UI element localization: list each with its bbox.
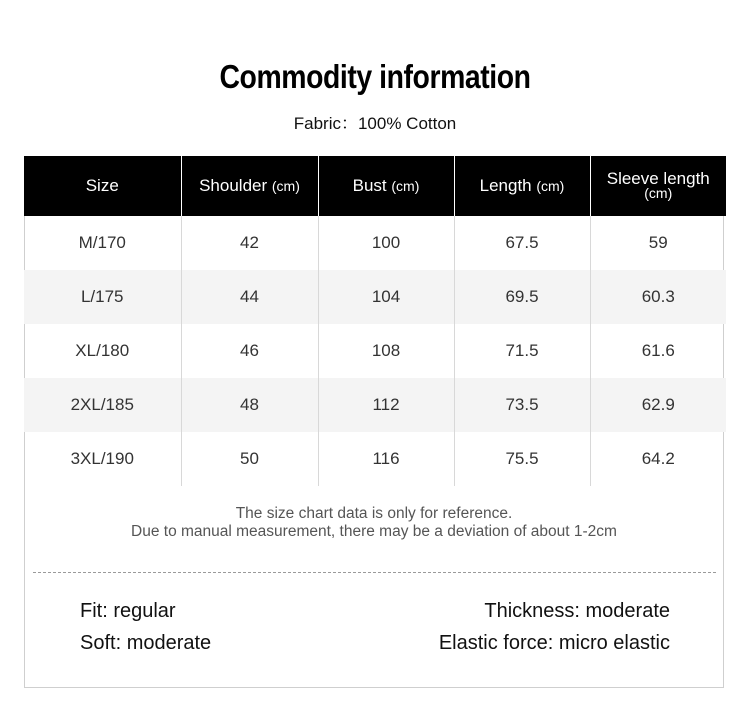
cell-bust: 104 — [318, 270, 454, 324]
header-label: Shoulder — [199, 176, 268, 195]
header-shoulder — [181, 156, 318, 216]
elasticity-property: Elastic force: micro elastic — [438, 632, 670, 654]
size-table — [24, 156, 726, 486]
header-label: Sleeve length — [606, 169, 710, 188]
thickness-property: Thickness: moderate — [484, 600, 670, 622]
header-bust — [318, 156, 454, 216]
cell-sleeve-length: 64.2 — [590, 432, 726, 486]
header-unit: (cm) — [391, 178, 420, 194]
note-line: Due to manual measurement, there may be a deviation of about 1-2cm — [131, 523, 617, 540]
page-title: Commodity information — [219, 58, 531, 95]
header-unit: (cm) — [271, 178, 300, 194]
table-row — [24, 378, 726, 432]
cell-shoulder: 46 — [181, 324, 318, 378]
header-length — [454, 156, 590, 216]
table-row — [24, 216, 726, 270]
cell-length: 75.5 — [454, 432, 590, 486]
header-size — [24, 156, 181, 216]
cell-sleeve-length: 61.6 — [590, 324, 726, 378]
cell-bust: 112 — [318, 378, 454, 432]
header-unit: (cm) — [536, 178, 565, 194]
table-header-row — [24, 156, 726, 216]
cell-shoulder: 42 — [181, 216, 318, 270]
cell-size: 2XL/185 — [24, 378, 181, 432]
cell-bust: 108 — [318, 324, 454, 378]
cell-bust: 100 — [318, 216, 454, 270]
cell-shoulder: 44 — [181, 270, 318, 324]
cell-sleeve-length: 62.9 — [590, 378, 726, 432]
cell-shoulder: 48 — [181, 378, 318, 432]
cell-size: 3XL/190 — [70, 449, 134, 468]
fabric-info: Fabric：100% Cotton — [293, 114, 457, 133]
cell-sleeve-length: 59 — [590, 216, 726, 270]
cell-size: M/170 — [78, 233, 126, 252]
cell-size: XL/180 — [75, 341, 130, 360]
table-row — [24, 270, 726, 324]
cell-length: 73.5 — [454, 378, 590, 432]
fit-property: Fit: regular — [80, 600, 176, 622]
header-label: Bust — [352, 176, 387, 195]
dotted-divider — [33, 572, 716, 573]
cell-shoulder: 50 — [181, 432, 318, 486]
cell-bust: 116 — [318, 432, 454, 486]
header-sleeve-length — [590, 156, 726, 216]
cell-length: 69.5 — [454, 270, 590, 324]
reference-note — [24, 505, 724, 541]
softness-property: Soft: moderate — [80, 632, 212, 654]
table-row — [24, 324, 726, 378]
cell-size: L/175 — [24, 270, 181, 324]
cell-length: 67.5 — [454, 216, 590, 270]
cell-length: 71.5 — [454, 324, 590, 378]
table-row — [24, 432, 726, 486]
header-label: Size — [85, 176, 119, 195]
header-unit: (cm) — [644, 185, 673, 201]
note-line: The size chart data is only for reference. — [235, 505, 513, 522]
header-label: Length — [479, 176, 532, 195]
cell-sleeve-length: 60.3 — [590, 270, 726, 324]
